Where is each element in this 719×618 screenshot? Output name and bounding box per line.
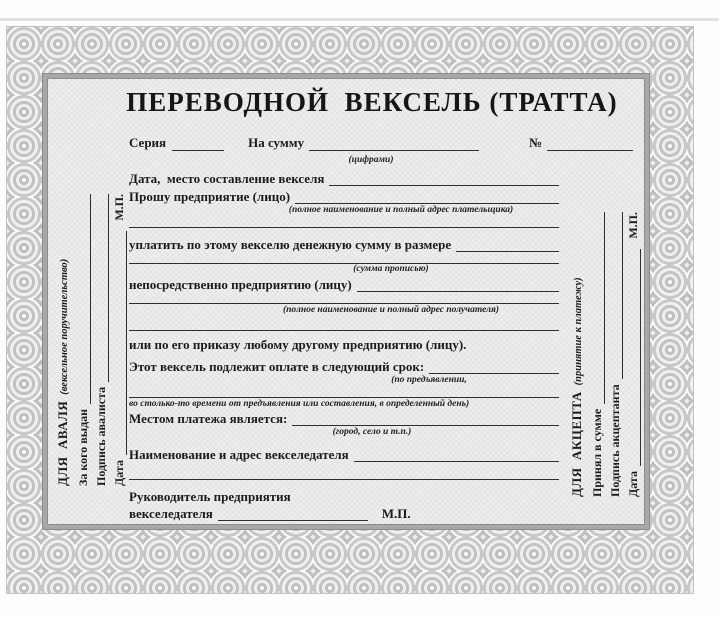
- request-label: Прошу предприятие (лицо): [129, 189, 291, 204]
- payer-field: [295, 190, 559, 204]
- amount-digits-hint: (цифрами): [348, 155, 394, 165]
- date-place-row: [129, 170, 559, 186]
- aval-rotated-block: [55, 194, 127, 486]
- accept-stamp-place-label: М.П.: [626, 212, 640, 239]
- guilloche-border: [6, 26, 694, 594]
- head-row: [129, 488, 559, 504]
- accept-title: ДЛЯ АКЦЕПТА: [569, 391, 584, 497]
- term-hint-2: во столько-то времени от предъявления или составления, в определенный день): [129, 399, 470, 409]
- accept-date-label: Дата: [626, 471, 640, 497]
- accept-signature-row: [605, 212, 623, 497]
- head-label: Руководитель предприятия: [129, 489, 291, 504]
- aval-date-label: Дата: [112, 460, 126, 486]
- bill-of-exchange-form: [43, 74, 649, 529]
- accept-section: [569, 212, 645, 497]
- aval-date-field: [114, 231, 127, 455]
- amount-words-hint: (сумма прописью): [353, 264, 429, 274]
- drawer2-label: векселедателя: [129, 506, 213, 521]
- accept-sum-field: [592, 212, 605, 404]
- aval-date-row: [109, 194, 127, 486]
- receiver-field-2: [129, 292, 559, 304]
- receiver-continuation-line-2: [129, 319, 559, 330]
- sum-continuation-line: [129, 252, 559, 263]
- date-place-field: [329, 172, 559, 186]
- scan-edge-artifact: [0, 18, 719, 21]
- series-field: [172, 137, 224, 151]
- pay-row: [129, 236, 559, 252]
- accept-sum-label: Принял в сумме: [590, 408, 604, 497]
- series-amount-number-row: [129, 135, 633, 151]
- stamp-place-label: М.П.: [381, 506, 411, 521]
- drawer-continuation-line: [129, 468, 559, 479]
- accept-signature-label: Подпись акцептанта: [608, 384, 622, 497]
- sum-field: [456, 238, 559, 252]
- series-label: Серия: [129, 135, 167, 150]
- accept-rotated-block: [569, 212, 645, 497]
- form-body: [129, 170, 559, 521]
- aval-signature-label: Подпись авалиста: [94, 386, 108, 486]
- number-label: №: [529, 135, 543, 150]
- place-label: Местом платежа является:: [129, 411, 288, 426]
- drawer-field: [354, 448, 559, 462]
- signature-field: [218, 507, 368, 521]
- payer-continuation-line: [129, 216, 559, 227]
- accept-subtitle: (принятие к платежу): [573, 277, 584, 386]
- drawer-label: Наименование и адрес векселедателя: [129, 447, 349, 462]
- directly-row: [129, 276, 559, 292]
- term-hint-1: (по предъявлении,: [391, 375, 467, 385]
- accept-date-row: [623, 212, 641, 497]
- term-field: [429, 360, 559, 374]
- receiver-continuation-line: [129, 292, 559, 303]
- amount-field: [309, 137, 479, 151]
- aval-signature-field: [96, 194, 109, 382]
- payer-hint: (полное наименование и полный адрес плательщика): [288, 205, 514, 215]
- payer-field-2: [129, 216, 559, 228]
- term-continuation-line: [129, 386, 559, 397]
- amount-label: На сумму: [248, 135, 305, 150]
- term-label: Этот вексель подлежит оплате в следующий срок:: [129, 359, 425, 374]
- place-row: [129, 410, 559, 426]
- pay-label: уплатить по этому векселю денежную сумму в размере: [129, 237, 452, 252]
- receiver-field: [357, 278, 559, 292]
- date-place-label: Дата, место составление векселя: [129, 171, 325, 186]
- aval-title: ДЛЯ АВАЛЯ: [55, 400, 70, 486]
- aval-stamp-place-label: М.П.: [112, 194, 126, 221]
- term-row: [129, 358, 559, 374]
- accept-signature-field: [610, 212, 623, 379]
- sum-field-2: [129, 252, 559, 264]
- receiver-hint: (полное наименование и полный адрес получателя): [282, 305, 499, 315]
- directly-label: непосредственно предприятию (лицу): [129, 277, 352, 292]
- order-text: или по его приказу любому другому предприятию (лицу).: [129, 337, 467, 352]
- aval-title-row: [55, 194, 73, 486]
- accept-sum-row: [587, 212, 605, 497]
- aval-subtitle: (вексельное поручительство): [59, 258, 70, 395]
- receiver-field-3: [129, 319, 559, 331]
- aval-section: [55, 194, 127, 486]
- aval-issued-for-field: [78, 194, 91, 404]
- drawer-row: [129, 446, 559, 462]
- signature-row: [129, 505, 559, 521]
- accept-title-row: [569, 212, 587, 497]
- aval-issued-for-row: [73, 194, 91, 486]
- form-title: ПЕРЕВОДНОЙ ВЕКСЕЛЬ (ТРАТТА): [126, 87, 618, 117]
- aval-issued-for-label: За кого выдан: [76, 408, 90, 486]
- accept-date-field: [628, 249, 641, 466]
- aval-signature-row: [91, 194, 109, 486]
- request-row: [129, 188, 559, 204]
- term-field-2: [129, 386, 559, 398]
- place-field: [292, 412, 559, 426]
- drawer-field-2: [129, 468, 559, 480]
- order-row: [129, 336, 559, 352]
- number-field: [547, 137, 633, 151]
- place-hint: (город, село и т.п.): [332, 427, 412, 437]
